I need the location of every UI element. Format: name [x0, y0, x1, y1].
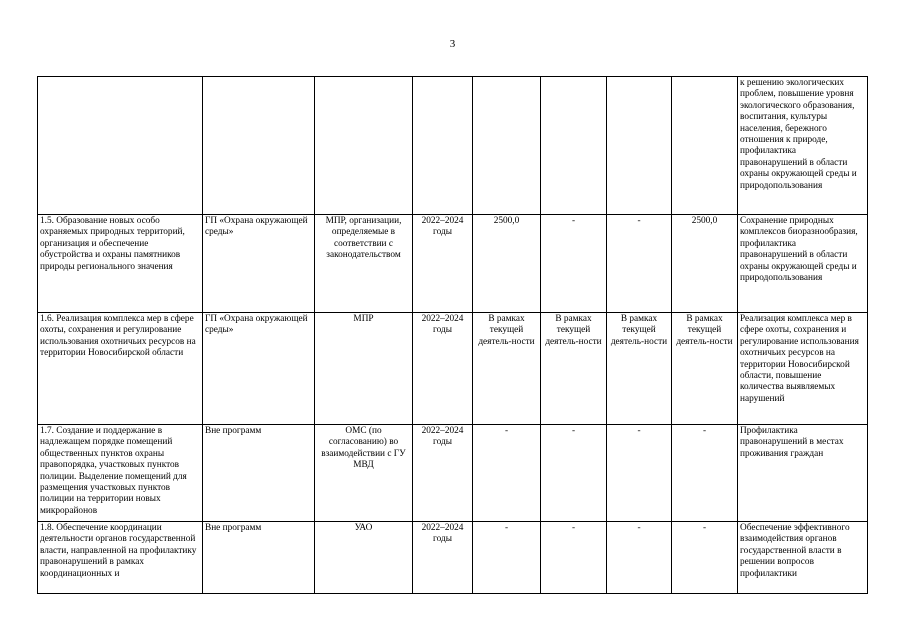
funding-2022-cell: - [541, 215, 607, 313]
measure-name-cell: 1.8. Обеспечение координации деятельности органов государственной власти, направленной на профилактику правонарушений в рамках координационных и [38, 522, 203, 594]
period-cell: 2022–2024 годы [413, 215, 473, 313]
funding-total-cell: - [473, 425, 541, 522]
table-row [38, 77, 868, 215]
funding-2022-cell: В рамках текущей деятель-ности [541, 313, 607, 425]
executors-cell [315, 77, 413, 215]
expected-result-cell: к решению экологических проблем, повышение уровня экологического образования, воспитания, культуры населения, бережного отношения к природе, профилактика правонарушений в области охраны окружающей среды и природопользования [738, 77, 868, 215]
measure-name-cell: 1.6. Реализация комплекса мер в сфере охоты, сохранения и регулирование использования охотничьих ресурсов на территории Новосибирской области [38, 313, 203, 425]
table-row [38, 215, 868, 313]
funding-2022-cell: - [541, 522, 607, 594]
measure-name-cell: 1.7. Создание и поддержание в надлежащем порядке помещений общественных пунктов охраны правопорядка, участковых пунктов полиции. Выделение помещений для размещения участковых пунктов полиции на территории новых микрорайонов [38, 425, 203, 522]
expected-result-cell: Профилактика правонарушений в местах проживания граждан [738, 425, 868, 522]
funding-2023-cell [607, 77, 672, 215]
funding-2023-cell: В рамках текущей деятель-ности [607, 313, 672, 425]
expected-result-cell: Сохранение природных комплексов биоразнообразия, профилактика правонарушений в области охраны окружающей среды и природопользования [738, 215, 868, 313]
expected-result-cell: Реализация комплекса мер в сфере охоты, сохранения и регулирование использования охотничьих ресурсов на территории Новосибирской области, повышение количества выявляемых нарушений [738, 313, 868, 425]
funding-2024-cell: - [672, 522, 738, 594]
period-cell [413, 77, 473, 215]
executors-cell: МПР, организации, определяемые в соответствии с законодательством [315, 215, 413, 313]
program-cell: ГП «Охрана окружающей среды» [203, 313, 315, 425]
executors-cell: ОМС (по согласованию) во взаимодействии с ГУ МВД [315, 425, 413, 522]
funding-total-cell: В рамках текущей деятель-ности [473, 313, 541, 425]
measure-name-cell [38, 77, 203, 215]
funding-2023-cell: - [607, 522, 672, 594]
table-row [38, 313, 868, 425]
program-cell: Вне программ [203, 522, 315, 594]
executors-cell: МПР [315, 313, 413, 425]
program-cell [203, 77, 315, 215]
funding-2022-cell: - [541, 425, 607, 522]
funding-total-cell: 2500,0 [473, 215, 541, 313]
funding-2024-cell: - [672, 425, 738, 522]
period-cell: 2022–2024 годы [413, 425, 473, 522]
program-cell: Вне программ [203, 425, 315, 522]
funding-2022-cell [541, 77, 607, 215]
measures-table [37, 76, 868, 594]
funding-2023-cell: - [607, 215, 672, 313]
funding-2023-cell: - [607, 425, 672, 522]
funding-2024-cell [672, 77, 738, 215]
table-row [38, 425, 868, 522]
expected-result-cell: Обеспечение эффективного взаимодействия органов государственной власти в решении вопросов профилактики [738, 522, 868, 594]
period-cell: 2022–2024 годы [413, 522, 473, 594]
executors-cell: УАО [315, 522, 413, 594]
page-number: 3 [449, 38, 456, 50]
table-row [38, 522, 868, 594]
funding-total-cell [473, 77, 541, 215]
funding-2024-cell: 2500,0 [672, 215, 738, 313]
measure-name-cell: 1.5. Образование новых особо охраняемых природных территорий, организация и обеспечение обустройства и охраны памятников природы регионального значения [38, 215, 203, 313]
funding-total-cell: - [473, 522, 541, 594]
period-cell: 2022–2024 годы [413, 313, 473, 425]
program-cell: ГП «Охрана окружающей среды» [203, 215, 315, 313]
funding-2024-cell: В рамках текущей деятель-ности [672, 313, 738, 425]
